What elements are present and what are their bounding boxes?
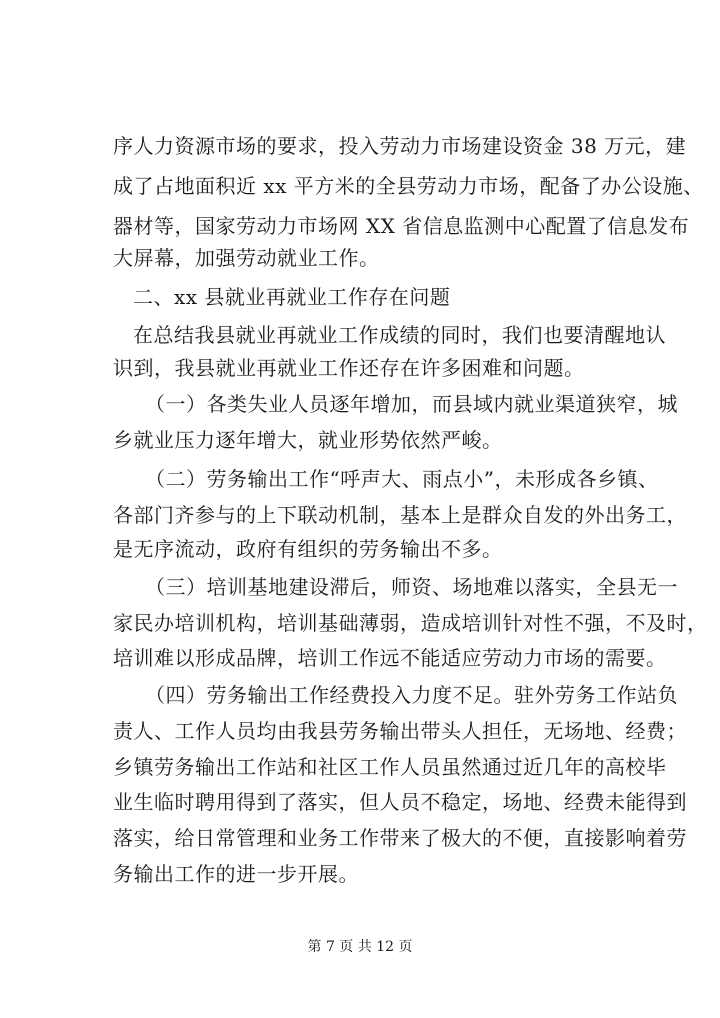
text-line: 乡镇劳务输出工作站和社区工作人员虽然通过近几年的高校毕 bbox=[113, 755, 667, 779]
text-line: 器材等，国家劳动力市场网 XX 省信息监测中心配置了信息发布 bbox=[113, 214, 690, 238]
text-line: 各部门齐参与的上下联动机制，基本上是群众自发的外出务工， bbox=[113, 503, 687, 527]
text-line: （一）各类失业人员逐年增加，而县域内就业渠道狭窄，城 bbox=[145, 392, 678, 416]
text-line: 大屏幕，加强劳动就业工作。 bbox=[113, 246, 380, 270]
text-line: 在总结我县就业再就业工作成绩的同时，我们也要清醒地认 bbox=[133, 323, 666, 347]
text-line: 责人、工作人员均由我县劳务输出带头人担任，无场地、经费； bbox=[113, 719, 687, 743]
text-line: 是无序流动，政府有组织的劳务输出不多。 bbox=[113, 537, 503, 561]
text-line: 业生临时聘用得到了落实，但人员不稳定，场地、经费未能得到 bbox=[113, 790, 687, 814]
text-line: 成了占地面积近 xx 平方米的全县劳动力市场，配备了办公设施、 bbox=[113, 174, 704, 198]
text-line: 乡就业压力逐年增大，就业形势依然严峻。 bbox=[113, 428, 503, 452]
text-line: （三）培训基地建设滞后，师资、场地难以落实，全县无一 bbox=[145, 575, 678, 599]
text-line: 识到，我县就业再就业工作还存在许多困难和问题。 bbox=[113, 356, 585, 380]
text-line: 序人力资源市场的要求，投入劳动力市场建设资金 38 万元，建 bbox=[113, 134, 687, 158]
text-line: （二）劳务输出工作“呼声大、雨点小”，未形成各乡镇、 bbox=[145, 467, 659, 491]
text-line: 家民办培训机构，培训基础薄弱，造成培训针对性不强，不及时， bbox=[113, 611, 708, 635]
section-heading: 二、xx 县就业再就业工作存在问题 bbox=[133, 285, 451, 309]
text-line: 培训难以形成品牌，培训工作远不能适应劳动力市场的需要。 bbox=[113, 646, 667, 670]
text-line: 落实，给日常管理和业务工作带来了极大的不便，直接影响着劳 bbox=[113, 826, 687, 850]
text-line: （四）劳务输出工作经费投入力度不足。驻外劳务工作站负 bbox=[145, 683, 678, 707]
text-line: 务输出工作的进一步开展。 bbox=[113, 862, 359, 886]
page-number-footer: 第 7 页 共 12 页 bbox=[307, 939, 413, 955]
